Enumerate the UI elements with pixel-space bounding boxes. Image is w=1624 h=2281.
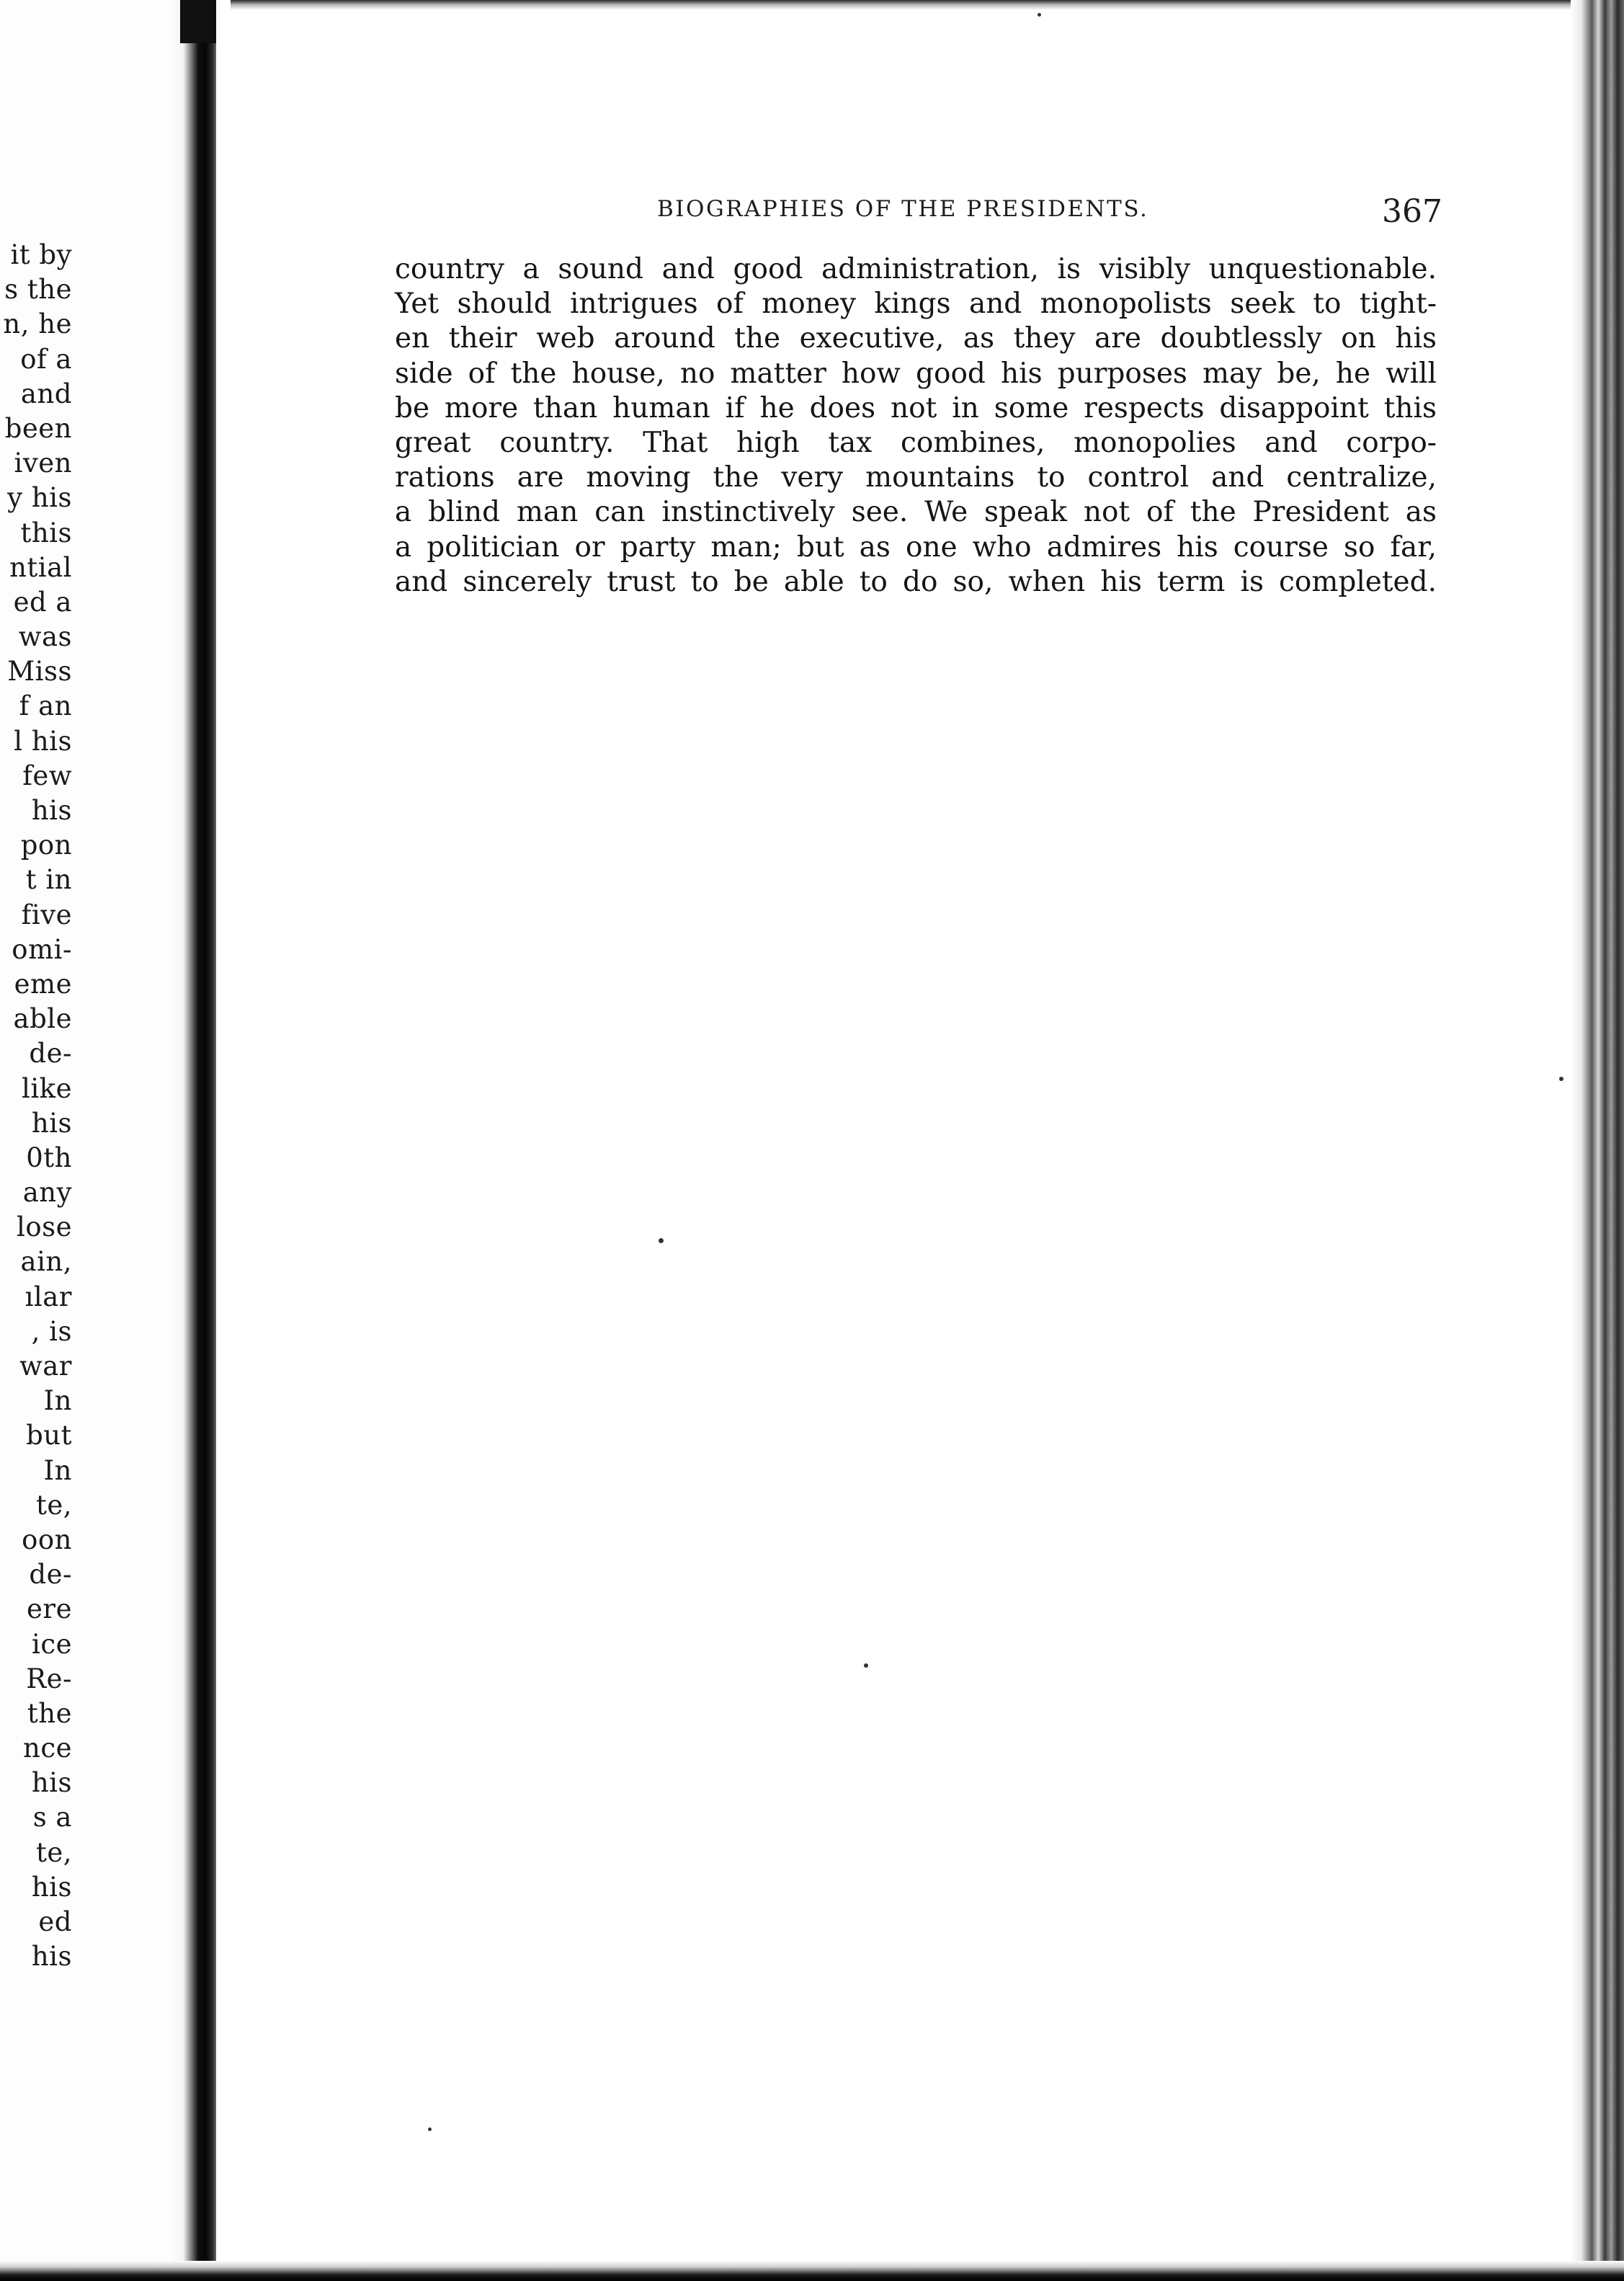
left-line: de-	[29, 1559, 72, 1591]
left-line: y his	[7, 482, 72, 514]
left-line: ed a	[13, 586, 72, 618]
left-line: eme	[14, 968, 72, 1000]
right-page-edge	[1571, 0, 1624, 2281]
paper-speck	[1559, 1077, 1563, 1081]
left-line: omi-	[12, 933, 72, 965]
left-line: 0th	[26, 1142, 72, 1173]
page-number: 367	[1382, 193, 1442, 230]
left-line: te,	[35, 1489, 72, 1521]
left-line: nce	[23, 1733, 72, 1764]
left-line: In	[43, 1454, 72, 1486]
left-line: pon	[20, 830, 72, 861]
body-paragraph	[395, 252, 1437, 600]
left-line: ere	[27, 1593, 72, 1625]
left-line: was	[18, 621, 72, 653]
text-line: Yet should intrigues of money kings and monopolists seek to tight-	[395, 288, 1437, 321]
left-line: s the	[4, 274, 72, 306]
left-line: te,	[35, 1836, 72, 1868]
top-page-edge	[231, 0, 1585, 10]
text-line: great country. That high tax combines, monopolies and corpo-	[395, 426, 1437, 459]
left-page-text-fragments	[0, 238, 72, 1974]
left-line: ılar	[24, 1281, 72, 1312]
left-line: his	[31, 1107, 72, 1139]
left-line: lose	[17, 1211, 72, 1243]
text-line: be more than human if he does not in some respects disappoint this	[395, 391, 1437, 424]
running-head: BIOGRAPHIES OF THE PRESIDENTS.	[657, 196, 1149, 222]
left-line: In	[43, 1385, 72, 1417]
left-line: five	[21, 899, 72, 930]
left-line: any	[22, 1177, 72, 1209]
text-line: side of the house, no matter how good his purposes may be, he will	[395, 357, 1437, 390]
left-line: it by	[10, 239, 72, 270]
left-line: ain,	[20, 1246, 72, 1278]
paper-speck	[864, 1663, 868, 1668]
left-line: t in	[25, 864, 72, 896]
left-line: his	[31, 795, 72, 826]
left-line: ntial	[9, 551, 72, 583]
bottom-page-edge	[0, 2261, 1624, 2281]
left-line: l his	[14, 725, 72, 757]
left-line: f an	[19, 690, 72, 722]
left-line: his	[31, 1767, 72, 1799]
left-line: ice	[32, 1628, 72, 1660]
text-line: a blind man can instinctively see. We speak not of the President as	[395, 496, 1437, 529]
left-line: the	[27, 1697, 72, 1729]
text-line: and sincerely trust to be able to do so, when his term is completed.	[395, 565, 1437, 598]
left-line: s a	[32, 1802, 72, 1833]
paper-speck	[659, 1238, 664, 1243]
left-line: of a	[20, 343, 72, 375]
text-line: rations are moving the very mountains to control and centralize,	[395, 461, 1437, 494]
left-line: ed	[38, 1906, 72, 1937]
left-line: been	[4, 412, 72, 444]
text-line: a politician or party man; but as one who admires his course so far,	[395, 530, 1437, 564]
left-line: , is	[31, 1315, 72, 1347]
left-line: his	[31, 1941, 72, 1973]
text-line: en their web around the executive, as they are doubtlessly on his	[395, 322, 1437, 355]
left-line: few	[22, 760, 72, 791]
left-line: like	[22, 1072, 72, 1104]
left-line: oon	[22, 1524, 72, 1555]
left-line: his	[31, 1871, 72, 1903]
left-line: de-	[29, 1038, 72, 1070]
left-line: able	[13, 1003, 72, 1035]
paper-speck	[428, 2127, 432, 2131]
left-line: iven	[14, 448, 72, 479]
left-line: war	[19, 1351, 72, 1382]
paper-speck	[1038, 13, 1041, 17]
text-line: country a sound and good administration, is visibly unquestionable.	[395, 253, 1437, 285]
left-line: and	[20, 378, 72, 409]
left-line: Re-	[26, 1663, 72, 1694]
left-line: Miss	[7, 656, 72, 688]
left-line: n, he	[3, 308, 72, 340]
left-line: this	[20, 517, 72, 548]
left-line: but	[26, 1420, 72, 1451]
